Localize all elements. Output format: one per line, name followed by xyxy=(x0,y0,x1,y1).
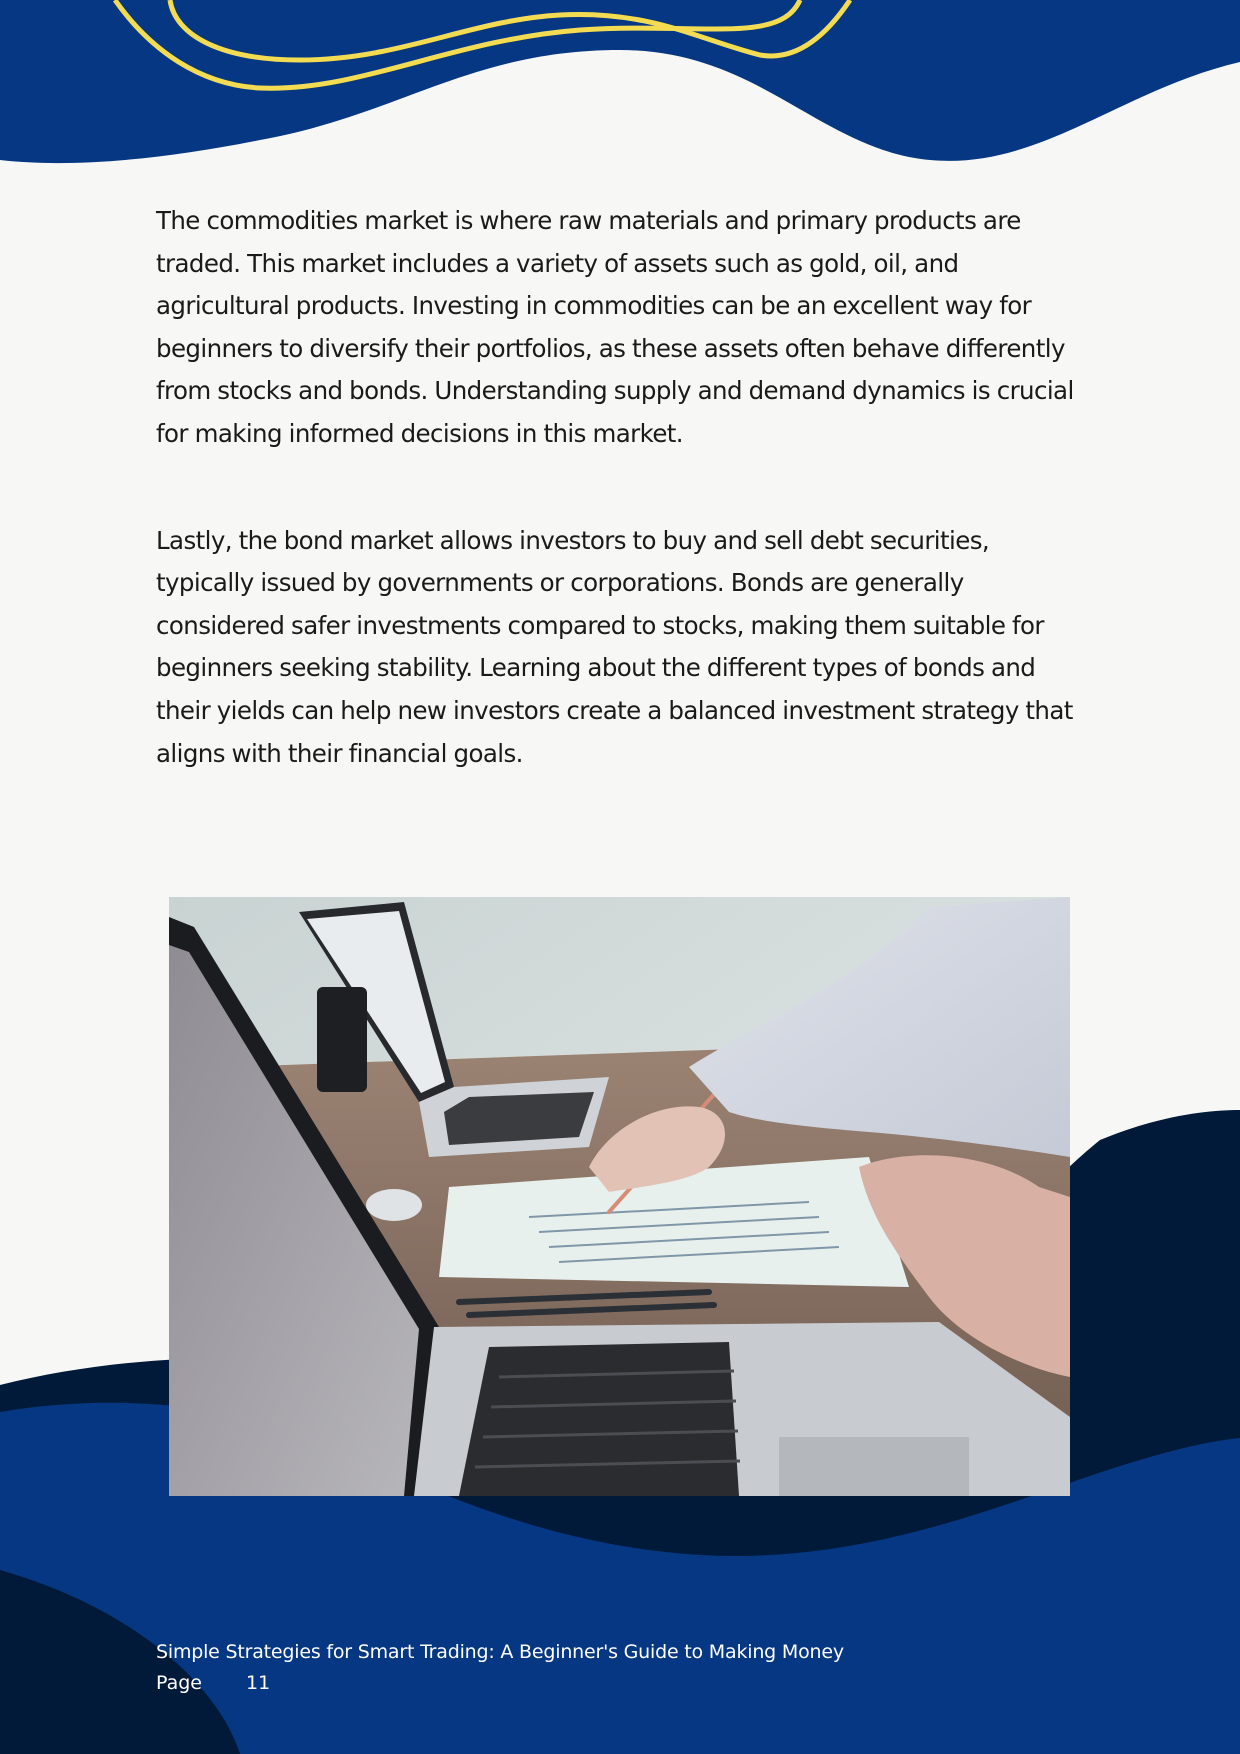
footer-page-number: 11 xyxy=(246,1672,271,1694)
footer-page-indicator xyxy=(156,1668,844,1698)
photo-cup xyxy=(317,987,367,1092)
body-text xyxy=(156,200,1086,775)
office-laptops-photo xyxy=(169,897,1070,1496)
photo-front-laptop-keyboard xyxy=(459,1342,739,1496)
footer xyxy=(156,1638,844,1698)
photo-trackpad xyxy=(779,1437,969,1496)
photo-back-laptop-keyboard xyxy=(444,1092,594,1145)
photo-mouse xyxy=(366,1189,422,1221)
paragraph-bonds: Lastly, the bond market allows investors to buy and sell debt securities, typically issued by governments or corporations. Bonds are generally considered safer investments compared to stocks, making them suitable for beginners seeking stability. Learning about the different types of bonds and their yields can help new investors create a balanced investment strategy that aligns with their financial goals. xyxy=(156,525,1073,768)
footer-book-title: Simple Strategies for Smart Trading: A Beginner's Guide to Making Money xyxy=(156,1641,844,1663)
top-wave-shape xyxy=(0,0,1240,163)
paragraph-commodities: The commodities market is where raw materials and primary products are traded. This market includes a variety of assets such as gold, oil, and agricultural products. Investing in commodities can be an excellent way for beginners to diversify their portfolios, as these assets often behave differently from stocks and bonds. Understanding supply and demand dynamics is crucial for making informed decisions in this market. xyxy=(156,206,1074,448)
photo-illustration xyxy=(169,897,1070,1496)
footer-page-label: Page xyxy=(156,1672,202,1694)
